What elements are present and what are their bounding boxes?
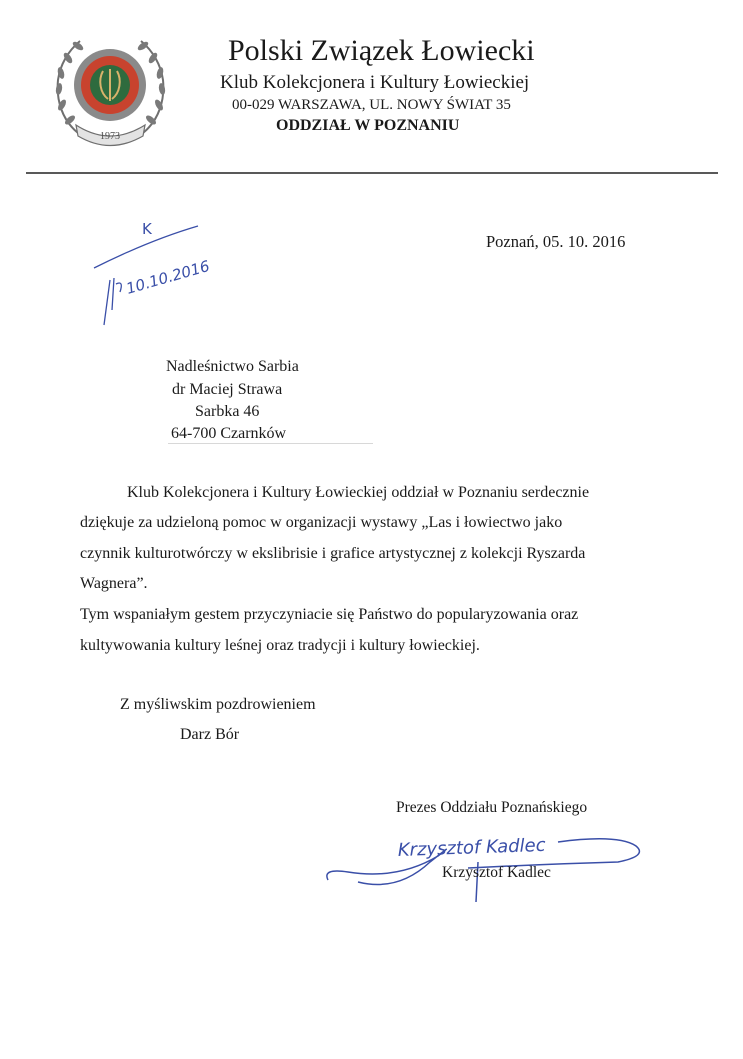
body-line: kultywowania kultury leśnej oraz tradycji i kultury łowieckiej. [80, 637, 480, 654]
body-line: dziękuje za udzieloną pomoc w organizacji wystawy „Las i łowiectwo jako [80, 514, 563, 531]
registry-stamp-letter: K [142, 220, 152, 238]
letter-date: Poznań, 05. 10. 2016 [486, 232, 626, 251]
closing-salute: Darz Bór [180, 726, 240, 743]
signer-role: Prezes Oddziału Poznańskiego [396, 799, 588, 816]
body-line: Tym wspaniałym gestem przyczyniacie się Państwo do popularyzowania oraz [80, 606, 579, 623]
body-line: czynnik kulturotwórczy w ekslibrisie i grafice artystycznej z kolekcji Ryszarda [80, 545, 586, 562]
signature-handwriting: Krzysztof Kadlec [397, 834, 546, 861]
branch-name: ODDZIAŁ W POZNANIU [276, 117, 460, 134]
club-name: Klub Kolekcjonera i Kultury Łowieckiej [220, 72, 530, 93]
recipient-line: dr Maciej Strawa [172, 381, 283, 398]
body-line: Wagnera”. [80, 575, 148, 592]
address: 00-029 WARSZAWA, UL. NOWY ŚWIAT 35 [232, 97, 511, 113]
logo [48, 25, 173, 150]
registry-stamp [90, 210, 220, 330]
header-divider [26, 172, 718, 174]
logo-year: 1973 [100, 131, 120, 142]
recipient-underline [168, 443, 373, 444]
recipient-line: 64-700 Czarnków [171, 425, 287, 442]
closing-greeting: Z myśliwskim pozdrowieniem [120, 696, 316, 713]
registry-stamp-text: 10.10.2016 [124, 256, 212, 298]
recipient-line: Sarbka 46 [195, 403, 260, 420]
body-line: Klub Kolekcjonera i Kultury Łowieckiej oddział w Poznaniu serdecznie [127, 484, 590, 501]
recipient-line: Nadleśnictwo Sarbia [166, 358, 299, 375]
signature [318, 822, 648, 902]
signer-name: Krzysztof Kadlec [442, 864, 551, 881]
org-name: Polski Związek Łowiecki [228, 34, 535, 67]
